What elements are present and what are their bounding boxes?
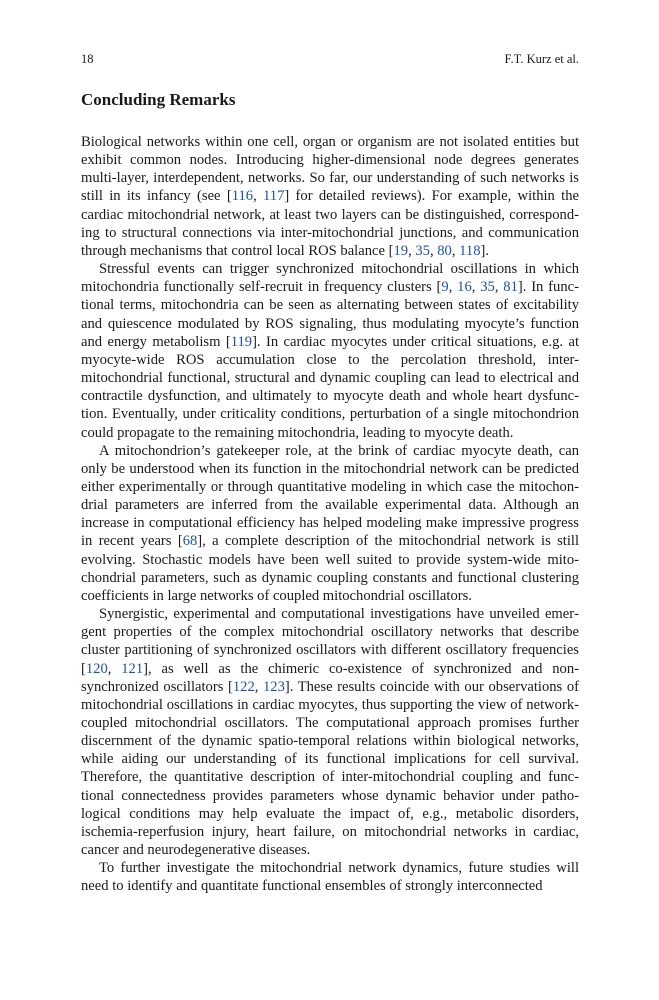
paragraph-text: ]. In cardiac myocytes under critical situations, e.g. at myocyte-wide ROS accumulation close to the percolation threshold, inter-​mitochondrial functional, structural and dynamic coupling can lead to electrical and contractile dysfunction, and ultimately to myocyte death and whole heart dysfunction. Eventually, under criticality conditions, perturbation of a single mitochondrion could propagate to the remaining mitochondria, leading to myocyte death. (81, 333, 579, 441)
citation-link[interactable]: 119 (230, 333, 253, 350)
citation-link[interactable]: 19 (393, 242, 409, 259)
paragraph-text: , (253, 188, 264, 205)
running-head-authors: F.T. Kurz et al. (504, 52, 579, 66)
section-body (81, 133, 579, 896)
paragraph-text: ], as well as the chimeric co-existence of synchronized and non-​synchronized oscillators [ (81, 660, 579, 695)
paragraph-text: ], a complete description of the mitochondrial network is still evolving. Stochastic models have been well suited to provide system-wide mitochondrial parameters, such as dynamic coupling constants and functional clustering coefficients in large networks of coupled mitochondrial oscillators. (81, 533, 580, 604)
citation-link[interactable]: 120 (85, 660, 108, 677)
citation-link[interactable]: 68 (182, 533, 198, 550)
paragraph-text: A mitochondrion’s gatekeeper role, at the brink of cardiac myocyte death, can only be understood when its function in the mitochondrial network can be predicted either experimentally or through quantitative modeling in which case the mitochondrial parameters are inferred from the available experimental data. Although an increase in computational efficiency has helped modeling make impressive progress in recent years [ (81, 442, 579, 550)
paragraph (81, 260, 579, 442)
page-number: 18 (81, 52, 94, 66)
paragraph (81, 605, 579, 859)
citation-link[interactable]: 121 (121, 660, 144, 677)
paragraph-text: ]. In functional terms, mitochondria can be seen as alternating between states of excitability and quiescence modulated by ROS signaling, thus modulating myocyte’s function and energy metabolism [ (81, 279, 579, 350)
citation-link[interactable]: 35 (480, 279, 495, 296)
citation-link[interactable]: 122 (232, 678, 255, 695)
paragraph-text: , (451, 242, 460, 259)
paragraph-text: Stressful events can trigger synchronized mitochondrial oscillations in which mitochondria functionally self-recruit in frequency clusters [ (81, 261, 579, 296)
paragraph-text: , (429, 242, 438, 259)
citation-link[interactable]: 81 (503, 279, 518, 296)
citation-link[interactable]: 118 (459, 242, 481, 259)
citation-link[interactable]: 16 (457, 279, 472, 296)
citation-link[interactable]: 116 (231, 188, 254, 205)
paragraph-text: Biological networks within one cell, organ or organism are not isolated entities but exhibit common nodes. Introducing higher-dimensional node degrees generates multi-layer, interdependent, networks. So far, our understanding of such networks is still in its infancy (see [ (81, 134, 579, 205)
paragraph-text: , (254, 678, 263, 695)
paragraph-text: ]. These results coincide with our observations of mitochondrial oscillations in cardiac myocytes, thus supporting the view of network-​coupled mitochondrial oscillators. The computational approach promises further discernment of the dynamic spatio-temporal relations within biological networks, while aiding our understanding of its functional implications for cell survival. Therefore, the quantitative description of inter-mitochondrial coupling and functional connectedness provides parameters whose dynamic behavior under pathological conditions may help evaluate the impact of, e.g., metabolic disorders, ischemia-reperfusion injury, heart failure, on mitochondrial networks in cardiac, cancer and neurodegenerative diseases. (81, 678, 579, 859)
citation-link[interactable]: 9 (441, 279, 449, 296)
page-header (81, 50, 579, 68)
citation-link[interactable]: 80 (437, 242, 452, 259)
paragraph (81, 859, 579, 895)
paragraph-text: Synergistic, experimental and computational investigations have unveiled emergent properties of the complex mitochondrial oscillatory networks that describe cluster partitioning of synchronized oscillators with different oscillatory frequencies [ (81, 606, 579, 677)
paragraph-text: To further investigate the mitochondrial network dynamics, future studies will need to identify and quantitate functional ensembles of strongly interconnected (81, 860, 579, 895)
paragraph (81, 442, 579, 605)
citation-link[interactable]: 117 (263, 188, 285, 205)
paragraph (81, 133, 579, 260)
paragraph-text: , (408, 242, 416, 259)
paragraph-text: ]. (480, 242, 490, 259)
paragraph-text: , (107, 660, 122, 677)
citation-link[interactable]: 35 (415, 242, 430, 259)
citation-link[interactable]: 123 (262, 678, 285, 695)
section-title: Concluding Remarks (81, 90, 236, 109)
paragraph-text: , (494, 279, 504, 296)
paragraph-text: , (471, 279, 481, 296)
paragraph-text: , (448, 279, 458, 296)
paragraph-text: ] for detailed reviews). For example, within the cardiac mitochondrial network, at least two layers can be distinguished, corresponding to structural connections via inter-mitochondrial junctions, and communication through mechanisms that control local ROS balance [ (81, 188, 579, 259)
